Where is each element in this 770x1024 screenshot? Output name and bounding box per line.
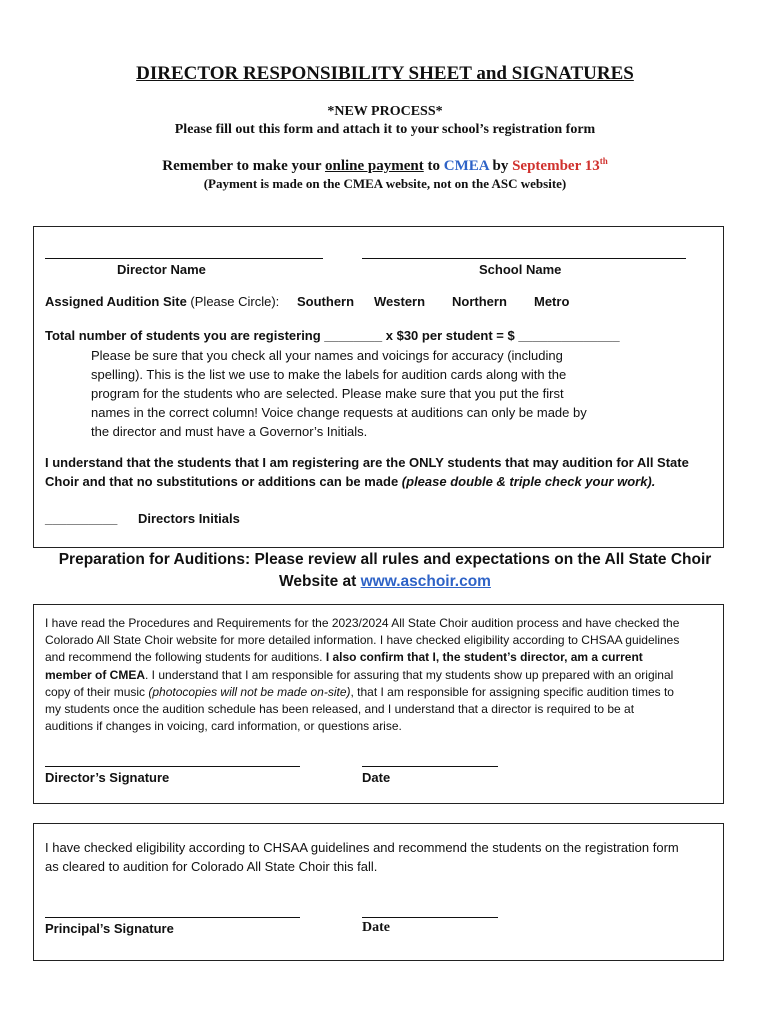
deadline-date <box>512 158 608 174</box>
agreement-text: , that I am responsible for assigning specific audition times to <box>350 684 674 699</box>
preparation-prefix: Website at <box>279 573 361 590</box>
principal-line: as cleared to audition for Colorado All State Choir this fall. <box>45 859 378 874</box>
principal-line: I have checked eligibility according to CHSAA guidelines and recommend the students on the registration form <box>45 840 679 855</box>
site-metro[interactable]: Metro <box>534 294 570 309</box>
agreement-line: my students once the audition schedule has been released, and I understand that a director is required to be at <box>45 702 635 717</box>
accuracy-note-line: the director and must have a Governor’s Initials. <box>91 424 368 439</box>
school-name-line[interactable] <box>362 258 686 259</box>
site-northern[interactable]: Northern <box>452 294 507 309</box>
payment-reminder <box>0 156 770 175</box>
school-name-label: School Name <box>479 262 562 277</box>
agreement-bold-text: member of CMEA <box>45 667 146 682</box>
preparation-heading <box>0 549 770 593</box>
principal-signature-line[interactable] <box>45 917 300 918</box>
instructions-text: Please fill out this form and attach it to your school’s registration form <box>174 122 596 137</box>
director-date-label: Date <box>362 770 391 785</box>
site-western[interactable]: Western <box>374 294 426 309</box>
directors-initials-field[interactable]: __________ <box>45 511 118 526</box>
director-signature-line[interactable] <box>45 766 300 767</box>
website-link[interactable]: www.aschoir.com <box>360 573 491 590</box>
principal-date-label: Date <box>362 920 390 935</box>
audition-site-row <box>45 294 279 309</box>
accuracy-note-line: spelling). This is the list we use to make the labels for audition cards along with the <box>91 367 567 382</box>
principal-date-line[interactable] <box>362 917 498 918</box>
agreement-text: and recommend the following students for auditions. <box>45 650 326 665</box>
payment-note: (Payment is made on the CMEA website, not on the ASC website) <box>203 176 567 191</box>
reminder-by: by <box>488 158 513 174</box>
agreement-bold-text: I also confirm that I, the student’s director, am a current <box>325 650 643 665</box>
cmea-org: CMEA <box>443 158 489 174</box>
understand-line-2 <box>45 472 715 491</box>
agreement-line <box>45 684 720 701</box>
deadline-date-suffix: th <box>599 156 608 166</box>
audition-site-label: Assigned Audition Site <box>45 294 187 309</box>
agreement-line <box>45 667 720 684</box>
agreement-text: . I understand that I am responsible for assuring that my students show up prepared with an original <box>145 667 674 682</box>
accuracy-note-line: program for the students who are selected. Please make sure that you put the first <box>91 386 564 401</box>
page-title: DIRECTOR RESPONSIBILITY SHEET and SIGNATURES <box>136 63 634 84</box>
reminder-mid: to <box>423 158 444 174</box>
agreement-line <box>45 649 720 666</box>
total-students-field[interactable]: Total number of students you are registering ________ x $30 per student = $ ______________ <box>45 328 620 343</box>
preparation-line-1: Preparation for Auditions: Please review all rules and expectations on the All State Choir <box>58 551 712 568</box>
understand-line-1: I understand that the students that I am registering are the ONLY students that may audition for All State <box>45 455 689 470</box>
new-process-notice: *NEW PROCESS* <box>327 104 443 119</box>
principal-statement <box>45 838 720 876</box>
director-signature-label: Director’s Signature <box>45 770 170 785</box>
director-date-line[interactable] <box>362 766 498 767</box>
accuracy-note-line: Please be sure that you check all your names and voicings for accuracy (including <box>91 348 563 363</box>
director-name-label: Director Name <box>117 262 206 277</box>
director-name-line[interactable] <box>45 258 323 259</box>
accuracy-note-line: names in the correct column! Voice change requests at auditions can only be made by <box>91 405 587 420</box>
principal-signature-label: Principal’s Signature <box>45 921 174 936</box>
director-agreement-text <box>45 615 720 735</box>
agreement-italic-text: (photocopies will not be made on-site) <box>148 684 351 699</box>
site-southern[interactable]: Southern <box>297 294 355 309</box>
online-payment-link[interactable]: online payment <box>324 158 424 174</box>
agreement-line: auditions if changes in voicing, card information, or questions arise. <box>45 719 402 734</box>
audition-site-hint: (Please Circle): <box>186 294 280 309</box>
agreement-text: copy of their music <box>45 684 149 699</box>
directors-initials-label: Directors Initials <box>138 511 240 526</box>
double-check-note: (please double & triple check your work). <box>401 474 656 489</box>
understand-statement <box>45 453 715 491</box>
preparation-line-2 <box>0 571 770 593</box>
agreement-line: Colorado All State Choir website for more detailed information. I have checked eligibility according to CHSAA guidelines <box>45 633 680 648</box>
reminder-prefix: Remember to make your <box>162 158 325 174</box>
agreement-line: I have read the Procedures and Requirements for the 2023/2024 All State Choir audition process and have checked the <box>45 616 680 630</box>
accuracy-note <box>91 346 691 441</box>
understand-line-2-text: Choir and that no substitutions or additions can be made <box>45 474 402 489</box>
deadline-date-text: September 13 <box>512 158 600 174</box>
